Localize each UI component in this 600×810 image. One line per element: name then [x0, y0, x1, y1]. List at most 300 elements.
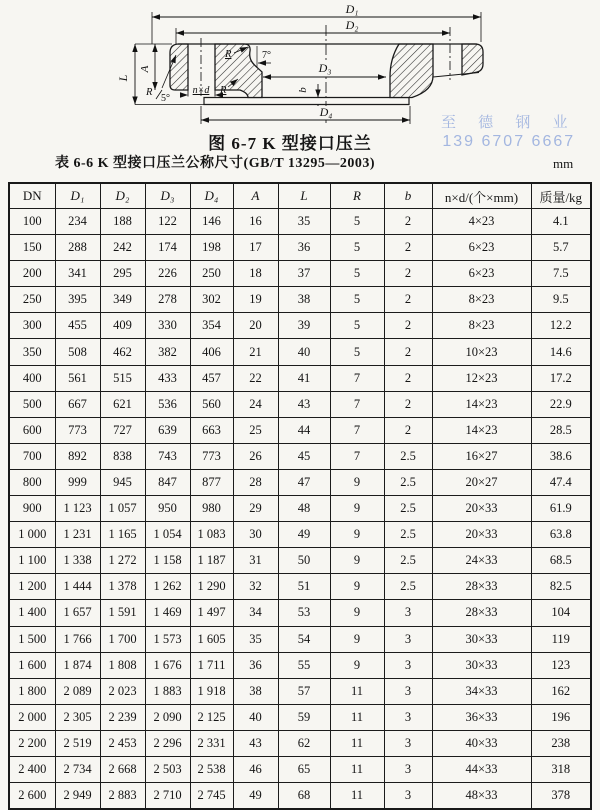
- cell: 2 239: [100, 704, 145, 730]
- cell: 34: [233, 600, 278, 626]
- cell: 150: [9, 235, 55, 261]
- cell: 1 262: [145, 574, 190, 600]
- table-row: [9, 678, 591, 704]
- cell: 9.5: [531, 287, 591, 313]
- cell: 40: [233, 704, 278, 730]
- cell: 1 187: [190, 548, 233, 574]
- cell: 10×23: [432, 339, 531, 365]
- table-row: [9, 783, 591, 810]
- cell: 2 600: [9, 783, 55, 810]
- cell: 2 000: [9, 704, 55, 730]
- column-header-2: D₂: [100, 183, 145, 209]
- cell: 188: [100, 209, 145, 235]
- dim-label-b: b: [297, 87, 309, 93]
- cell: 433: [145, 365, 190, 391]
- cell: 1 497: [190, 600, 233, 626]
- cell: 20×27: [432, 469, 531, 495]
- table-row: [9, 391, 591, 417]
- cell: 68: [278, 783, 330, 810]
- cell: 1 444: [55, 574, 100, 600]
- cell: 200: [9, 261, 55, 287]
- cell: 2 125: [190, 704, 233, 730]
- column-header-1: D₁: [55, 183, 100, 209]
- table-body: [9, 209, 591, 810]
- cell: 7: [330, 417, 384, 443]
- cell: 11: [330, 678, 384, 704]
- cell: 318: [531, 756, 591, 782]
- cell: 2 296: [145, 730, 190, 756]
- cell: 877: [190, 469, 233, 495]
- cell: 1 231: [55, 522, 100, 548]
- cell: 28.5: [531, 417, 591, 443]
- cell: 57: [278, 678, 330, 704]
- cell: 59: [278, 704, 330, 730]
- table-row: [9, 626, 591, 652]
- cell: 349: [100, 287, 145, 313]
- cell: 2: [384, 417, 432, 443]
- cell: 561: [55, 365, 100, 391]
- dim-label-l: L: [116, 74, 130, 82]
- cell: 2 745: [190, 783, 233, 810]
- dim-label-d3: D₃: [318, 61, 332, 75]
- cell: 1 800: [9, 678, 55, 704]
- dim-label-d1: D₁: [345, 2, 359, 16]
- cell: 6×23: [432, 235, 531, 261]
- cell: 2 668: [100, 756, 145, 782]
- cell: 55: [278, 652, 330, 678]
- cell: 36×33: [432, 704, 531, 730]
- cell: 382: [145, 339, 190, 365]
- cell: 500: [9, 391, 55, 417]
- cell: 68.5: [531, 548, 591, 574]
- column-header-4: D₄: [190, 183, 233, 209]
- dim-label-r-corner: R: [146, 87, 153, 98]
- cell: 14×23: [432, 391, 531, 417]
- cell: 32: [233, 574, 278, 600]
- right-hub-section: [390, 44, 433, 98]
- cell: 17: [233, 235, 278, 261]
- cell: 2.5: [384, 574, 432, 600]
- cell: 3: [384, 783, 432, 810]
- cell: 457: [190, 365, 233, 391]
- cell: 350: [9, 339, 55, 365]
- table-row: [9, 417, 591, 443]
- cell: 234: [55, 209, 100, 235]
- column-header-7: R: [330, 183, 384, 209]
- cell: 2 305: [55, 704, 100, 730]
- cell: 667: [55, 391, 100, 417]
- cell: 639: [145, 417, 190, 443]
- dim-label-d2: D₂: [345, 18, 359, 32]
- cell: 5.7: [531, 235, 591, 261]
- cell: 16: [233, 209, 278, 235]
- cell: 119: [531, 626, 591, 652]
- cell: 7: [330, 391, 384, 417]
- cell: 2.5: [384, 522, 432, 548]
- cell: 999: [55, 469, 100, 495]
- cell: 45: [278, 443, 330, 469]
- cell: 6×23: [432, 261, 531, 287]
- cell: 2 089: [55, 678, 100, 704]
- cell: 40×33: [432, 730, 531, 756]
- cell: 2.5: [384, 548, 432, 574]
- column-header-9: n×d/(个×mm): [432, 183, 531, 209]
- cell: 12×23: [432, 365, 531, 391]
- cell: 31: [233, 548, 278, 574]
- table-row: [9, 339, 591, 365]
- cell: 1 918: [190, 678, 233, 704]
- cell: 1 600: [9, 652, 55, 678]
- cell: 47.4: [531, 469, 591, 495]
- column-header-6: L: [278, 183, 330, 209]
- cell: 5: [330, 209, 384, 235]
- table-row: [9, 313, 591, 339]
- cell: 38.6: [531, 443, 591, 469]
- dim-label-nxd: n×d: [192, 85, 210, 96]
- cell: 54: [278, 626, 330, 652]
- cell: 3: [384, 678, 432, 704]
- cell: 43: [278, 391, 330, 417]
- cell: 3: [384, 704, 432, 730]
- table-row: [9, 652, 591, 678]
- cell: 14×23: [432, 417, 531, 443]
- cell: 49: [233, 783, 278, 810]
- dim-label-angle7: 7°: [262, 50, 271, 61]
- cell: 400: [9, 365, 55, 391]
- cell: 892: [55, 443, 100, 469]
- cell: 3: [384, 756, 432, 782]
- cell: 354: [190, 313, 233, 339]
- cell: 1 874: [55, 652, 100, 678]
- cell: 9: [330, 626, 384, 652]
- cell: 2 883: [100, 783, 145, 810]
- cell: 302: [190, 287, 233, 313]
- flange-section-drawing: [0, 0, 600, 130]
- cell: 800: [9, 469, 55, 495]
- cell: 945: [100, 469, 145, 495]
- cell: 38: [233, 678, 278, 704]
- cell: 24×33: [432, 548, 531, 574]
- cell: 43: [233, 730, 278, 756]
- cell: 11: [330, 730, 384, 756]
- cell: 4.1: [531, 209, 591, 235]
- cell: 773: [55, 417, 100, 443]
- cell: 11: [330, 756, 384, 782]
- cell: 2: [384, 235, 432, 261]
- cell: 3: [384, 652, 432, 678]
- cell: 2 503: [145, 756, 190, 782]
- cell: 1 711: [190, 652, 233, 678]
- cell: 508: [55, 339, 100, 365]
- table-row: [9, 756, 591, 782]
- cell: 19: [233, 287, 278, 313]
- cell: 39: [278, 313, 330, 339]
- cell: 122: [145, 209, 190, 235]
- cell: 1 054: [145, 522, 190, 548]
- cell: 727: [100, 417, 145, 443]
- unit-label: mm: [553, 156, 574, 171]
- cell: 1 500: [9, 626, 55, 652]
- cell: 20×33: [432, 496, 531, 522]
- cell: 1 700: [100, 626, 145, 652]
- cell: 2: [384, 209, 432, 235]
- cell: 3: [384, 626, 432, 652]
- cell: 773: [190, 443, 233, 469]
- dimension-table: [8, 182, 592, 810]
- cell: 174: [145, 235, 190, 261]
- cell: 3: [384, 730, 432, 756]
- cell: 2 090: [145, 704, 190, 730]
- table-row: [9, 469, 591, 495]
- cell: 395: [55, 287, 100, 313]
- cell: 1 605: [190, 626, 233, 652]
- cell: 1 272: [100, 548, 145, 574]
- cell: 1 883: [145, 678, 190, 704]
- cell: 9: [330, 652, 384, 678]
- column-header-10: 质量/kg: [531, 183, 591, 209]
- cell: 238: [531, 730, 591, 756]
- table-row: [9, 443, 591, 469]
- cell: 11: [330, 783, 384, 810]
- cell: 2 710: [145, 783, 190, 810]
- cell: 900: [9, 496, 55, 522]
- cell: 22.9: [531, 391, 591, 417]
- cell: 123: [531, 652, 591, 678]
- cell: 24: [233, 391, 278, 417]
- cell: 25: [233, 417, 278, 443]
- column-header-5: A: [233, 183, 278, 209]
- cell: 20×33: [432, 522, 531, 548]
- cell: 1 591: [100, 600, 145, 626]
- dim-label-angle5: 5°: [161, 93, 170, 104]
- cell: 1 766: [55, 626, 100, 652]
- cell: 743: [145, 443, 190, 469]
- cell: 455: [55, 313, 100, 339]
- cell: 2 734: [55, 756, 100, 782]
- table-row: [9, 209, 591, 235]
- cell: 2.5: [384, 496, 432, 522]
- dim-label-a: A: [139, 65, 151, 73]
- cell: 8×23: [432, 313, 531, 339]
- cell: 16×27: [432, 443, 531, 469]
- cell: 2 519: [55, 730, 100, 756]
- cell: 35: [278, 209, 330, 235]
- watermark-phone: 139 6707 6667: [442, 133, 576, 150]
- cell: 28: [233, 469, 278, 495]
- figure-caption: 图 6-7 K 型接口压兰: [208, 134, 372, 153]
- dim-label-d4: D₄: [319, 105, 333, 119]
- cell: 3: [384, 600, 432, 626]
- cell: 1 573: [145, 626, 190, 652]
- cell: 26: [233, 443, 278, 469]
- cell: 515: [100, 365, 145, 391]
- cell: 38: [278, 287, 330, 313]
- cell: 12.2: [531, 313, 591, 339]
- table-row: [9, 704, 591, 730]
- table-row: [9, 548, 591, 574]
- cell: 65: [278, 756, 330, 782]
- cell: 22: [233, 365, 278, 391]
- cell: 30×33: [432, 652, 531, 678]
- table-row: [9, 600, 591, 626]
- cell: 5: [330, 235, 384, 261]
- cell: 295: [100, 261, 145, 287]
- cell: 278: [145, 287, 190, 313]
- cell: 9: [330, 548, 384, 574]
- column-header-3: D₃: [145, 183, 190, 209]
- cell: 196: [531, 704, 591, 730]
- cell: 341: [55, 261, 100, 287]
- cell: 5: [330, 339, 384, 365]
- cell: 838: [100, 443, 145, 469]
- cell: 1 057: [100, 496, 145, 522]
- cell: 378: [531, 783, 591, 810]
- table-row: [9, 496, 591, 522]
- cell: 1 290: [190, 574, 233, 600]
- cell: 536: [145, 391, 190, 417]
- cell: 4×23: [432, 209, 531, 235]
- cell: 9: [330, 469, 384, 495]
- cell: 2 023: [100, 678, 145, 704]
- cell: 20: [233, 313, 278, 339]
- cell: 21: [233, 339, 278, 365]
- right-rim-section: [462, 44, 483, 75]
- cell: 82.5: [531, 574, 591, 600]
- cell: 1 400: [9, 600, 55, 626]
- cell: 28×33: [432, 600, 531, 626]
- cell: 2 400: [9, 756, 55, 782]
- cell: 100: [9, 209, 55, 235]
- cell: 62: [278, 730, 330, 756]
- cell: 2.5: [384, 443, 432, 469]
- cell: 44: [278, 417, 330, 443]
- cell: 1 200: [9, 574, 55, 600]
- cell: 29: [233, 496, 278, 522]
- cell: 46: [233, 756, 278, 782]
- cell: 2 538: [190, 756, 233, 782]
- cell: 50: [278, 548, 330, 574]
- cell: 162: [531, 678, 591, 704]
- cell: 242: [100, 235, 145, 261]
- cell: 1 657: [55, 600, 100, 626]
- cell: 7.5: [531, 261, 591, 287]
- cell: 5: [330, 261, 384, 287]
- left-rim-section: [170, 44, 188, 90]
- cell: 30: [233, 522, 278, 548]
- cell: 1 123: [55, 496, 100, 522]
- cell: 1 000: [9, 522, 55, 548]
- cell: 226: [145, 261, 190, 287]
- column-header-8: b: [384, 183, 432, 209]
- sleeve-outline: [204, 98, 409, 105]
- cell: 9: [330, 574, 384, 600]
- cell: 61.9: [531, 496, 591, 522]
- cell: 11: [330, 704, 384, 730]
- cell: 49: [278, 522, 330, 548]
- cell: 1 100: [9, 548, 55, 574]
- cell: 198: [190, 235, 233, 261]
- cell: 9: [330, 522, 384, 548]
- cell: 250: [9, 287, 55, 313]
- cell: 1 338: [55, 548, 100, 574]
- cell: 847: [145, 469, 190, 495]
- cell: 14.6: [531, 339, 591, 365]
- cell: 409: [100, 313, 145, 339]
- cell: 104: [531, 600, 591, 626]
- cell: 44×33: [432, 756, 531, 782]
- cell: 1 165: [100, 522, 145, 548]
- cell: 2 949: [55, 783, 100, 810]
- cell: 47: [278, 469, 330, 495]
- cell: 2: [384, 391, 432, 417]
- table-title: 表 6-6 K 型接口压兰公称尺寸(GB/T 13295—2003): [55, 156, 376, 171]
- cell: 5: [330, 313, 384, 339]
- cell: 288: [55, 235, 100, 261]
- cell: 406: [190, 339, 233, 365]
- cell: 462: [100, 339, 145, 365]
- cell: 5: [330, 287, 384, 313]
- cell: 48: [278, 496, 330, 522]
- table-row: [9, 574, 591, 600]
- cell: 30×33: [432, 626, 531, 652]
- cell: 18: [233, 261, 278, 287]
- table-row: [9, 287, 591, 313]
- cell: 1 378: [100, 574, 145, 600]
- cell: 621: [100, 391, 145, 417]
- cell: 34×33: [432, 678, 531, 704]
- cell: 2: [384, 261, 432, 287]
- table-row: [9, 261, 591, 287]
- cell: 2: [384, 339, 432, 365]
- table-row: [9, 730, 591, 756]
- cell: 950: [145, 496, 190, 522]
- cell: 330: [145, 313, 190, 339]
- cell: 600: [9, 417, 55, 443]
- cell: 17.2: [531, 365, 591, 391]
- cell: 36: [233, 652, 278, 678]
- header-row: [9, 183, 591, 209]
- cell: 36: [278, 235, 330, 261]
- table-row: [9, 522, 591, 548]
- cell: 250: [190, 261, 233, 287]
- cell: 1 808: [100, 652, 145, 678]
- cell: 40: [278, 339, 330, 365]
- cell: 8×23: [432, 287, 531, 313]
- cell: 28×33: [432, 574, 531, 600]
- cell: 2: [384, 365, 432, 391]
- cell: 2: [384, 287, 432, 313]
- cell: 9: [330, 496, 384, 522]
- cell: 9: [330, 600, 384, 626]
- cell: 7: [330, 443, 384, 469]
- table-row: [9, 235, 591, 261]
- dim-label-r-top: R: [225, 49, 232, 60]
- cell: 700: [9, 443, 55, 469]
- cell: 37: [278, 261, 330, 287]
- cell: 7: [330, 365, 384, 391]
- dim-label-r-fillet: R: [220, 85, 227, 96]
- cell: 1 158: [145, 548, 190, 574]
- watermark-company: 至 德 钢 业: [441, 114, 577, 131]
- cell: 35: [233, 626, 278, 652]
- cell: 53: [278, 600, 330, 626]
- cell: 1 469: [145, 600, 190, 626]
- right-plate-bottom-edge: [433, 73, 479, 78]
- cell: 300: [9, 313, 55, 339]
- cell: 48×33: [432, 783, 531, 810]
- cell: 1 676: [145, 652, 190, 678]
- cell: 2: [384, 313, 432, 339]
